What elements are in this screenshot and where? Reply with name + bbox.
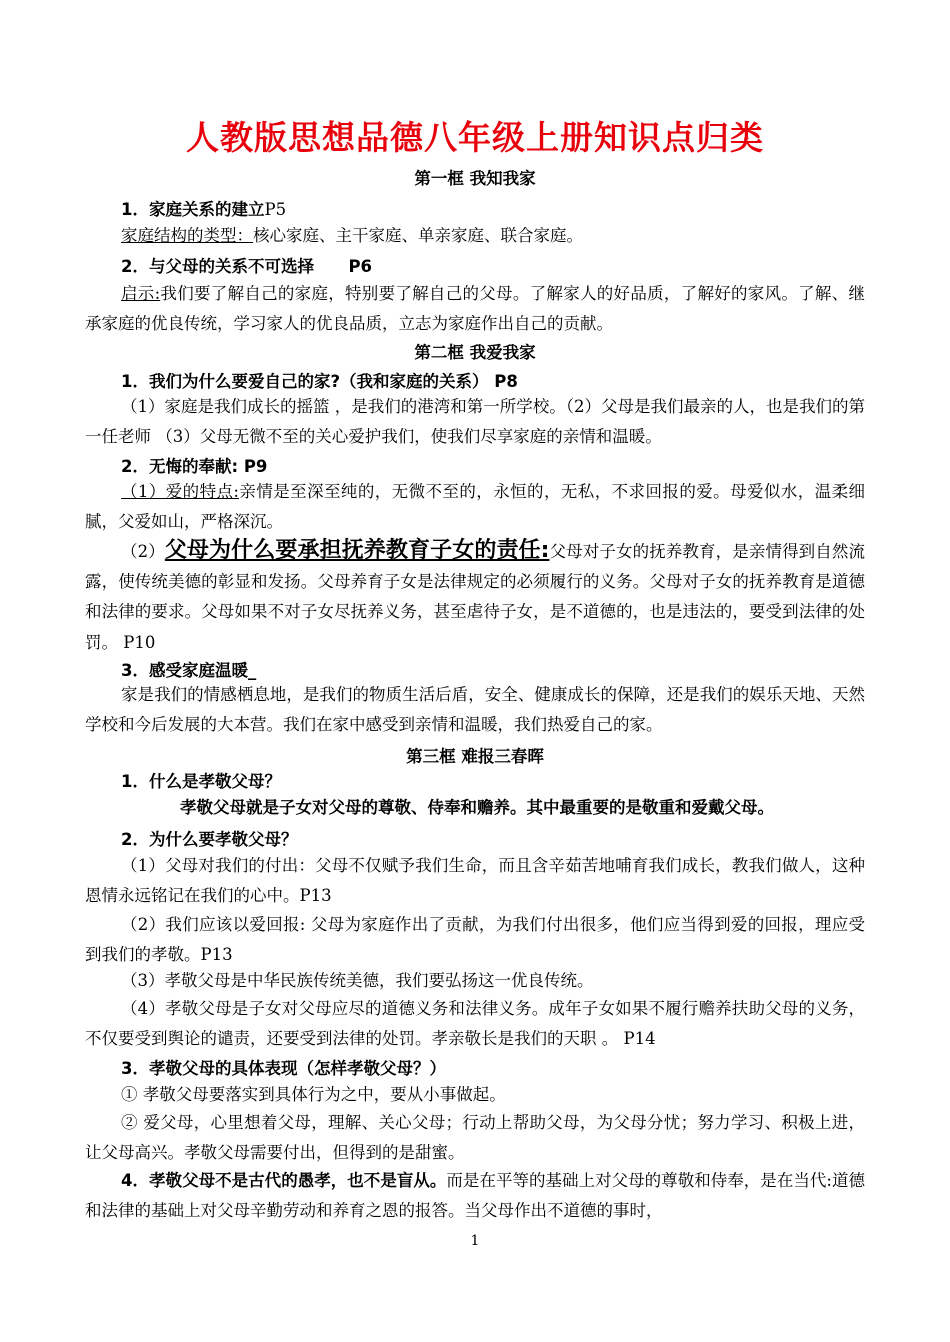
- item-heading: 1．什么是孝敬父母？: [121, 772, 281, 791]
- item-heading: 2．为什么要孝敬父母？: [121, 830, 298, 849]
- paragraph: ② 爱父母，心里想着父母，理解、关心父母；行动上帮助父母，为父母分忧；努力学习、积极上进，让父母高兴。孝敬父母需要付出，但得到的是甜蜜。: [85, 1113, 865, 1163]
- section-heading-1: 第一框 我知我家: [414, 169, 536, 188]
- paragraph: （1）爱的特点:亲情是至深至纯的，无微不至的，永恒的，无私，不求回报的爱。母爱似水，温柔细腻，父爱如山，严格深沉。: [85, 482, 866, 532]
- item-heading: 3．感受家庭温暖_: [121, 661, 257, 680]
- paragraph: （4）孝敬父母是子女对父母应尽的道德义务和法律义务。成年子女如果不履行赡养扶助父母的义务，不仅要受到舆论的谴责，还要受到法律的处罚。孝亲敬长是我们的天职 。 P14: [85, 999, 865, 1049]
- page-title: 人教版思想品德八年级上册知识点归类: [186, 118, 764, 157]
- item-heading: 2．与父母的关系不可选择 P6: [121, 257, 373, 276]
- item-heading: 3．孝敬父母的具体表现（怎样孝敬父母？）: [121, 1059, 446, 1078]
- item-heading: 1．我们为什么要爱自己的家?（我和家庭的关系） P8: [121, 372, 518, 391]
- paragraph: （1）父母对我们的付出：父母不仅赋予我们生命，而且含辛茹苦地哺育我们成长，教我们做人，这种恩情永远铭记在我们的心中。P13: [85, 856, 865, 906]
- paragraph: ① 孝敬父母要落实到具体行为之中，要从小事做起。: [121, 1085, 506, 1104]
- paragraph: （2）我们应该以爱回报: 父母为家庭作出了贡献，为我们付出很多，他们应当得到爱的回报，理应受到我们的孝敬。P13: [85, 915, 865, 965]
- paragraph: 孝敬父母就是子女对父母的尊敬、侍奉和赡养。其中最重要的是敬重和爱戴父母。: [180, 798, 774, 817]
- paragraph: 启示:我们要了解自己的家庭，特别要了解自己的父母。了解家人的好品质，了解好的家风。了解、继承家庭的优良传统，学习家人的优良品质，立志为家庭作出自己的贡献。: [85, 284, 865, 334]
- paragraph: 家庭结构的类型：核心家庭、主干家庭、单亲家庭、联合家庭。: [121, 226, 583, 245]
- item-heading: 1．家庭关系的建立P5: [121, 200, 287, 219]
- paragraph: 家是我们的情感栖息地，是我们的物质生活后盾，安全、健康成长的保障，还是我们的娱乐天地、天然学校和今后发展的大本营。我们在家中感受到亲情和温暖，我们热爱自己的家。: [85, 685, 865, 735]
- item-heading: 2．无悔的奉献: P9: [121, 457, 268, 476]
- paragraph: （1）家庭是我们成长的摇篮 ，是我们的港湾和第一所学校。（2）父母是我们最亲的人，也是我们的第一任老师 （3）父母无微不至的关心爱护我们，使我们尽享家庭的亲情和温暖。: [85, 397, 865, 447]
- paragraph: （2）父母为什么要承担抚养教育子女的责任:父母对子女的抚养教育，是亲情得到自然流露，使传统美德的彰显和发扬。父母养育子女是法律规定的必须履行的义务。父母对子女的抚养教育是道德和法律的要求。父母如果不对子女尽抚养义务，甚至虐待子女，是不道德的，也是违法的，要受到法律的处罚。 P10: [85, 538, 865, 652]
- paragraph: 4．孝敬父母不是古代的愚孝，也不是盲从。而是在平等的基础上对父母的尊敬和侍奉，是在当代:道德和法律的基础上对父母辛勤劳动和养育之恩的报答。当父母作出不道德的事时，: [85, 1171, 865, 1221]
- section-heading-3: 第三框 难报三春晖: [406, 747, 544, 766]
- paragraph: （3）孝敬父母是中华民族传统美德，我们要弘扬这一优良传统。: [121, 971, 594, 990]
- section-heading-2: 第二框 我爱我家: [414, 343, 536, 362]
- page-number: 1: [470, 1233, 480, 1249]
